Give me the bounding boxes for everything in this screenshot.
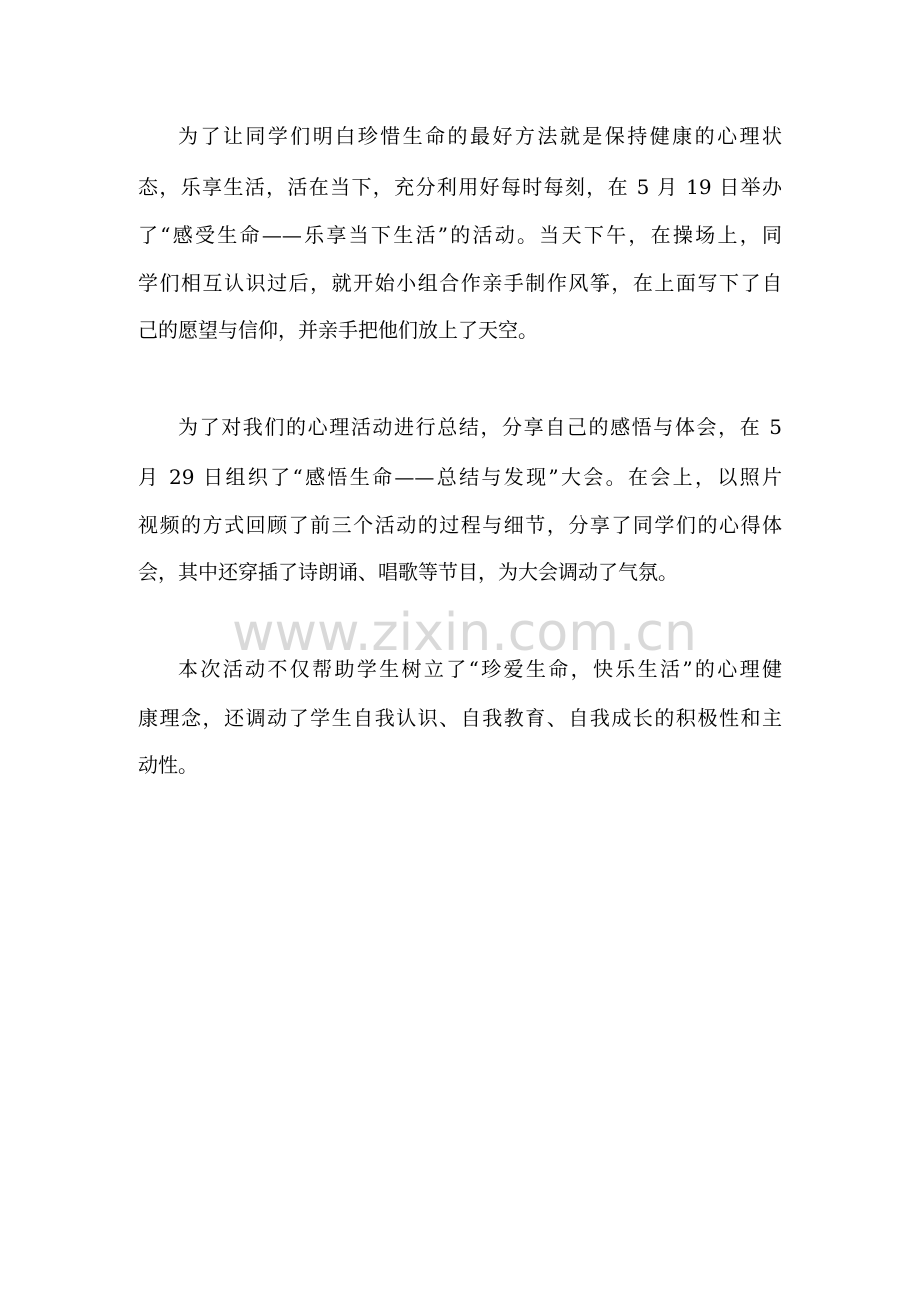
paragraph-1-line-3: 了“感受生命——乐享当下生活”的活动。当天下午，在操场上，同 bbox=[138, 223, 782, 247]
paragraph-2-line-4: 会，其中还穿插了诗朗诵、唱歌等节目，为大会调动了气氛。 bbox=[138, 560, 678, 584]
paragraph-2-line-2: 月 29 日组织了“感悟生命——总结与发现”大会。在会上，以照片 bbox=[138, 465, 782, 489]
paragraph-1-line-5: 己的愿望与信仰，并亲手把他们放上了天空。 bbox=[138, 318, 538, 342]
paragraph-1-line-1: 为了让同学们明白珍惜生命的最好方法就是保持健康的心理状 bbox=[178, 124, 782, 148]
paragraph-1-line-2: 态，乐享生活，活在当下，充分利用好每时每刻，在 5 月 19 日举办 bbox=[138, 175, 782, 199]
paragraph-2-line-3: 视频的方式回顾了前三个活动的过程与细节，分享了同学们的心得体 bbox=[138, 513, 782, 537]
watermark-text: www.zixin.com.cn bbox=[232, 603, 697, 663]
paragraph-3-line-1: 本次活动不仅帮助学生树立了“珍爱生命，快乐生活”的心理健 bbox=[178, 657, 782, 681]
paragraph-3-line-2: 康理念，还调动了学生自我认识、自我教育、自我成长的积极性和主 bbox=[138, 706, 782, 730]
paragraph-1-line-4: 学们相互认识过后，就开始小组合作亲手制作风筝，在上面写下了自 bbox=[138, 271, 782, 295]
paragraph-3-line-3: 动性。 bbox=[138, 753, 198, 777]
paragraph-2-line-1: 为了对我们的心理活动进行总结，分享自己的感悟与体会，在 5 bbox=[178, 415, 782, 439]
